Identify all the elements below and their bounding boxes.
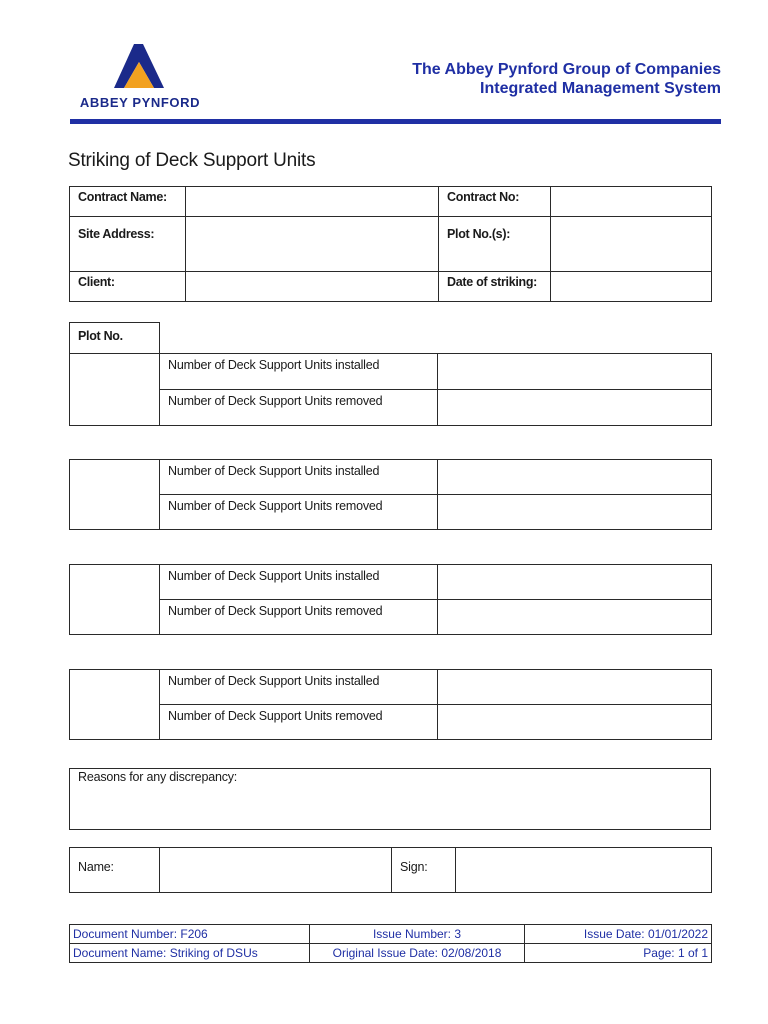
- plot-nos-label: Plot No.(s):: [439, 217, 551, 272]
- plot-nos-field[interactable]: [551, 217, 712, 272]
- sign-label: Sign:: [392, 848, 456, 893]
- plot-no-header: [69, 322, 160, 354]
- plot-no-field[interactable]: [70, 354, 160, 426]
- removed-label: Number of Deck Support Units removed: [160, 705, 438, 740]
- contract-no-field[interactable]: [551, 187, 712, 217]
- contract-no-label: Contract No:: [439, 187, 551, 217]
- removed-count-field[interactable]: [438, 495, 712, 530]
- plot-no-label: Plot No.: [70, 323, 160, 354]
- plot-block: [69, 353, 712, 426]
- issue-number: Issue Number: 3: [310, 925, 525, 944]
- installed-label: Number of Deck Support Units installed: [160, 670, 438, 705]
- installed-label: Number of Deck Support Units installed: [160, 565, 438, 600]
- logo-text: ABBEY PYNFORD: [79, 95, 201, 110]
- installed-count-field[interactable]: [438, 565, 712, 600]
- document-name: Document Name: Striking of DSUs: [70, 944, 310, 963]
- discrepancy-label: Reasons for any discrepancy:: [78, 770, 238, 784]
- company-logo: [70, 44, 210, 114]
- signoff-table: [69, 847, 712, 893]
- plot-no-field[interactable]: [70, 670, 160, 740]
- installed-count-field[interactable]: [438, 354, 712, 390]
- removed-count-field[interactable]: [438, 600, 712, 635]
- removed-count-field[interactable]: [438, 390, 712, 426]
- system-name: Integrated Management System: [480, 80, 721, 97]
- contract-name-field[interactable]: [186, 187, 439, 217]
- removed-label: Number of Deck Support Units removed: [160, 390, 438, 426]
- header-divider: [70, 119, 721, 124]
- installed-label: Number of Deck Support Units installed: [160, 460, 438, 495]
- plot-no-field[interactable]: [70, 565, 160, 635]
- sign-field[interactable]: [456, 848, 712, 893]
- plot-no-field[interactable]: [70, 460, 160, 530]
- removed-label: Number of Deck Support Units removed: [160, 600, 438, 635]
- plot-block: [69, 669, 712, 740]
- contract-name-label: Contract Name:: [70, 187, 186, 217]
- name-field[interactable]: [160, 848, 392, 893]
- client-label: Client:: [70, 272, 186, 302]
- discrepancy-field[interactable]: [70, 769, 711, 830]
- header-titles: [412, 61, 721, 98]
- company-name: The Abbey Pynford Group of Companies: [412, 61, 721, 78]
- installed-count-field[interactable]: [438, 460, 712, 495]
- plot-block: [69, 459, 712, 530]
- page-number: Page: 1 of 1: [525, 944, 712, 963]
- site-address-label: Site Address:: [70, 217, 186, 272]
- page-title: Striking of Deck Support Units: [68, 150, 316, 171]
- logo-mark-icon: [114, 44, 164, 88]
- plot-block: [69, 564, 712, 635]
- issue-date: Issue Date: 01/01/2022: [525, 925, 712, 944]
- document-footer: [69, 924, 712, 963]
- contract-details-table: [69, 186, 712, 302]
- document-number: Document Number: F206: [70, 925, 310, 944]
- original-issue-date: Original Issue Date: 02/08/2018: [310, 944, 525, 963]
- installed-label: Number of Deck Support Units installed: [160, 354, 438, 390]
- name-label: Name:: [70, 848, 160, 893]
- date-of-striking-field[interactable]: [551, 272, 712, 302]
- date-of-striking-label: Date of striking:: [439, 272, 551, 302]
- discrepancy-table: [69, 768, 711, 830]
- site-address-field[interactable]: [186, 217, 439, 272]
- client-field[interactable]: [186, 272, 439, 302]
- removed-count-field[interactable]: [438, 705, 712, 740]
- installed-count-field[interactable]: [438, 670, 712, 705]
- removed-label: Number of Deck Support Units removed: [160, 495, 438, 530]
